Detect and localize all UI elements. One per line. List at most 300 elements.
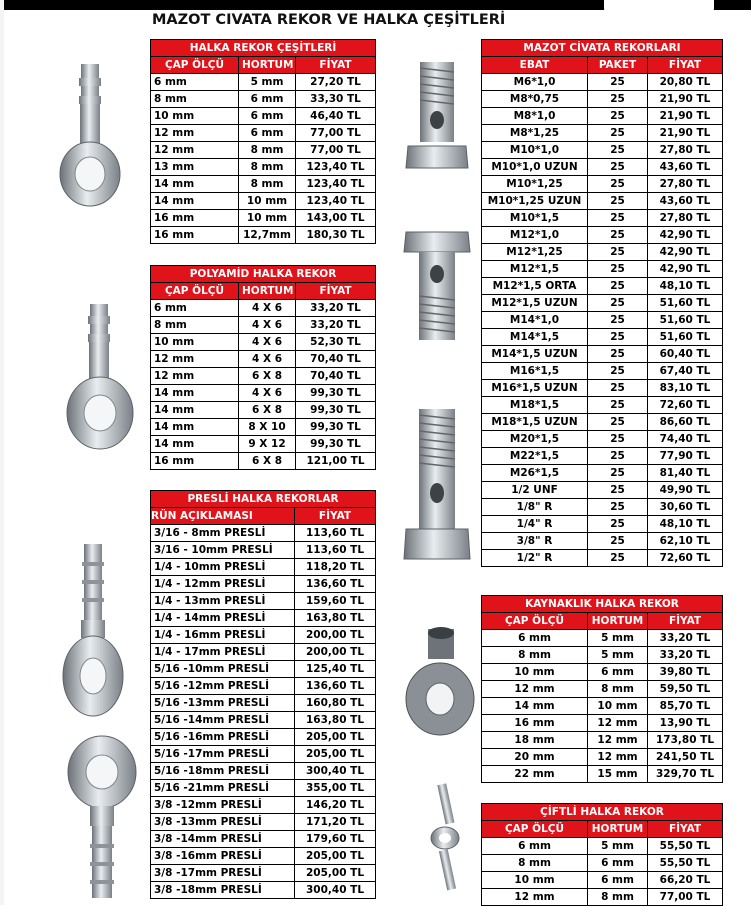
table-cell: 12 mm <box>151 368 239 385</box>
table-cell: 160,80 TL <box>295 695 376 712</box>
table-cell: 25 <box>588 465 648 482</box>
table-row <box>151 351 376 368</box>
column-header: ÇAP ÖLÇÜ <box>482 821 588 838</box>
header-row <box>482 57 723 74</box>
table-cell: 205,00 TL <box>295 865 376 882</box>
table-cell: 159,60 TL <box>295 593 376 610</box>
table-cell: 25 <box>588 346 648 363</box>
table-cell: 27,80 TL <box>648 210 723 227</box>
table-cell: 25 <box>588 193 648 210</box>
table-cell: 77,00 TL <box>296 142 376 159</box>
table-cell: 180,30 TL <box>296 227 376 244</box>
header-row <box>482 613 723 630</box>
page-title: MAZOT CIVATA REKOR VE HALKA ÇEŞİTLERİ <box>152 12 506 28</box>
table-cell: 136,60 TL <box>295 678 376 695</box>
table-cell: 25 <box>588 244 648 261</box>
table-row <box>151 780 376 797</box>
table-row <box>151 882 376 899</box>
table-row <box>482 363 723 380</box>
table-cell: 18 mm <box>482 732 588 749</box>
table-cell: 22 mm <box>482 766 588 783</box>
table-cell: 10 mm <box>482 664 588 681</box>
table-cell: 25 <box>588 516 648 533</box>
table-cell: M10*1,0 <box>482 142 588 159</box>
table-cell: 46,40 TL <box>296 108 376 125</box>
table-row <box>482 312 723 329</box>
table-cell: 14 mm <box>482 698 588 715</box>
table-cell: M8*0,75 <box>482 91 588 108</box>
table-cell: 163,80 TL <box>295 610 376 627</box>
table-cell: M6*1,0 <box>482 74 588 91</box>
table-caption: PRESLİ HALKA REKORLAR <box>151 491 376 508</box>
table-cell: M12*1,5 <box>482 261 588 278</box>
table-cell: M20*1,5 <box>482 431 588 448</box>
table-row <box>151 193 376 210</box>
table-cell: 1/4 - 13mm PRESLİ <box>151 593 295 610</box>
table-cell: 205,00 TL <box>295 848 376 865</box>
table-cell: 8 mm <box>151 91 239 108</box>
table-row <box>151 334 376 351</box>
table-cell: 70,40 TL <box>296 368 376 385</box>
table-cell: 4 X 6 <box>239 385 296 402</box>
table-cell: 25 <box>588 533 648 550</box>
table-cell: 20,80 TL <box>648 74 723 91</box>
header-row <box>151 57 376 74</box>
table-cell: 300,40 TL <box>295 882 376 899</box>
table-cell: 205,00 TL <box>295 746 376 763</box>
table-row <box>482 698 723 715</box>
table-cell: 5 mm <box>588 630 648 647</box>
table-cell: 10 mm <box>239 193 296 210</box>
table-row <box>151 453 376 470</box>
table-cell: 43,60 TL <box>648 193 723 210</box>
pressed-fitting-image-2 <box>62 732 142 902</box>
table-cell: 113,60 TL <box>295 525 376 542</box>
table-row <box>482 227 723 244</box>
table-row <box>482 74 723 91</box>
table-row <box>151 227 376 244</box>
table-cell: 8 mm <box>151 317 239 334</box>
table-row <box>482 550 723 567</box>
table-cell: 12,7mm <box>239 227 296 244</box>
table-cell: 136,60 TL <box>295 576 376 593</box>
table-cell: 25 <box>588 363 648 380</box>
table-caption: POLYAMİD HALKA REKOR <box>151 266 376 283</box>
table-cell: 60,40 TL <box>648 346 723 363</box>
rows <box>482 74 723 567</box>
table-cell: 8 mm <box>239 176 296 193</box>
table-cell: 16 mm <box>482 715 588 732</box>
table-row <box>482 431 723 448</box>
table-cell: 51,60 TL <box>648 329 723 346</box>
table-cell: 12 mm <box>588 749 648 766</box>
column-header: HORTUM <box>239 57 296 74</box>
table-cell: 16 mm <box>151 453 239 470</box>
table-cell: 8 X 10 <box>239 419 296 436</box>
presli-halka-table <box>150 490 376 899</box>
table-cell: 83,10 TL <box>648 380 723 397</box>
column-header: FİYAT <box>296 57 376 74</box>
table-cell: M14*1,0 <box>482 312 588 329</box>
table-cell: 9 X 12 <box>239 436 296 453</box>
table-row <box>151 661 376 678</box>
column-header: RÜN AÇIKLAMASI <box>151 508 295 525</box>
table-row <box>151 797 376 814</box>
table-cell: 25 <box>588 431 648 448</box>
table-cell: 99,30 TL <box>296 419 376 436</box>
table-cell: 5/16 -13mm PRESLİ <box>151 695 295 712</box>
table-cell: 13,90 TL <box>648 715 723 732</box>
table-row <box>151 300 376 317</box>
table-cell: 27,80 TL <box>648 142 723 159</box>
table-cell: 14 mm <box>151 385 239 402</box>
ciftli-halka-table <box>481 803 723 906</box>
table-cell: 33,20 TL <box>296 300 376 317</box>
table-row <box>151 627 376 644</box>
table-cell: M16*1,5 UZUN <box>482 380 588 397</box>
mazot-civata-table <box>481 39 723 567</box>
rows <box>482 630 723 783</box>
table-cell: 8 mm <box>482 647 588 664</box>
table-cell: 81,40 TL <box>648 465 723 482</box>
table-cell: M18*1,5 <box>482 397 588 414</box>
header-row <box>151 283 376 300</box>
header-row <box>482 821 723 838</box>
table-row <box>482 872 723 889</box>
table-cell: 99,30 TL <box>296 436 376 453</box>
table-cell: 1/2" R <box>482 550 588 567</box>
table-cell: 52,30 TL <box>296 334 376 351</box>
table-cell: 77,00 TL <box>648 889 723 906</box>
table-cell: 99,30 TL <box>296 402 376 419</box>
table-cell: 6 mm <box>482 838 588 855</box>
table-cell: 8 mm <box>588 889 648 906</box>
table-row <box>151 542 376 559</box>
table-cell: 6 X 8 <box>239 453 296 470</box>
table-cell: 72,60 TL <box>648 397 723 414</box>
column-header: HORTUM <box>239 283 296 300</box>
table-cell: M12*1,0 <box>482 227 588 244</box>
table-cell: 48,10 TL <box>648 516 723 533</box>
table-cell: 25 <box>588 125 648 142</box>
table-cell: 12 mm <box>588 715 648 732</box>
table-row <box>151 746 376 763</box>
table-cell: 10 mm <box>151 108 239 125</box>
rows <box>151 74 376 244</box>
table-row <box>151 402 376 419</box>
table-cell: 42,90 TL <box>648 244 723 261</box>
table-cell: 25 <box>588 176 648 193</box>
pressed-fitting-image-1 <box>58 542 128 722</box>
table-cell: 66,20 TL <box>648 872 723 889</box>
table-cell: 70,40 TL <box>296 351 376 368</box>
table-cell: 4 X 6 <box>239 300 296 317</box>
left-edge <box>0 0 4 905</box>
table-cell: 33,20 TL <box>648 630 723 647</box>
table-cell: 25 <box>588 159 648 176</box>
banjo-bolt-image-2 <box>400 230 475 345</box>
column-header: ÇAP ÖLÇÜ <box>151 57 239 74</box>
column-header: FİYAT <box>648 613 723 630</box>
table-row <box>151 848 376 865</box>
table-row <box>151 317 376 334</box>
table-row <box>482 108 723 125</box>
table-row <box>482 142 723 159</box>
table-cell: 10 mm <box>482 872 588 889</box>
banjo-bolt-image-3 <box>400 405 475 565</box>
table-cell: 14 mm <box>151 402 239 419</box>
table-cell: 3/8 -16mm PRESLİ <box>151 848 295 865</box>
table-cell: 6 X 8 <box>239 368 296 385</box>
table-row <box>482 533 723 550</box>
table-cell: 25 <box>588 108 648 125</box>
kaynaklik-halka-table <box>481 595 723 783</box>
table-cell: 51,60 TL <box>648 312 723 329</box>
header-row <box>151 508 376 525</box>
table-cell: 171,20 TL <box>295 814 376 831</box>
table-row <box>151 865 376 882</box>
table-cell: 13 mm <box>151 159 239 176</box>
table-cell: 10 mm <box>239 210 296 227</box>
table-cell: 355,00 TL <box>295 780 376 797</box>
table-row <box>482 346 723 363</box>
table-row <box>482 414 723 431</box>
rows <box>151 300 376 470</box>
table-cell: 1/8" R <box>482 499 588 516</box>
halka-rekor-table <box>150 39 376 244</box>
table-cell: 67,40 TL <box>648 363 723 380</box>
table-cell: 163,80 TL <box>295 712 376 729</box>
table-cell: 3/16 - 8mm PRESLİ <box>151 525 295 542</box>
table-cell: 25 <box>588 550 648 567</box>
table-cell: M18*1,5 UZUN <box>482 414 588 431</box>
table-cell: 205,00 TL <box>295 729 376 746</box>
table-cell: 39,80 TL <box>648 664 723 681</box>
table-cell: 5 mm <box>588 647 648 664</box>
table-cell: 77,00 TL <box>296 125 376 142</box>
polyamid-fitting-image <box>60 300 145 455</box>
table-cell: M14*1,5 UZUN <box>482 346 588 363</box>
column-header: ÇAP ÖLÇÜ <box>482 613 588 630</box>
table-cell: 173,80 TL <box>648 732 723 749</box>
table-cell: 6 X 8 <box>239 402 296 419</box>
table-cell: 14 mm <box>151 176 239 193</box>
table-cell: 42,90 TL <box>648 227 723 244</box>
table-row <box>151 176 376 193</box>
table-cell: 15 mm <box>588 766 648 783</box>
table-cell: 123,40 TL <box>296 159 376 176</box>
column-header: FİYAT <box>648 57 723 74</box>
table-cell: 3/8 -17mm PRESLİ <box>151 865 295 882</box>
table-cell: 1/4 - 14mm PRESLİ <box>151 610 295 627</box>
table-row <box>482 664 723 681</box>
table-cell: 4 X 6 <box>239 334 296 351</box>
column-header: ÇAP ÖLÇÜ <box>151 283 239 300</box>
table-cell: M26*1,5 <box>482 465 588 482</box>
table-cell: 5 mm <box>239 74 296 91</box>
column-header: EBAT <box>482 57 588 74</box>
table-cell: 10 mm <box>588 698 648 715</box>
table-row <box>482 261 723 278</box>
table-cell: 5/16 -16mm PRESLİ <box>151 729 295 746</box>
table-row <box>482 278 723 295</box>
table-cell: 25 <box>588 482 648 499</box>
table-cell: 1/4 - 12mm PRESLİ <box>151 576 295 593</box>
table-cell: 21,90 TL <box>648 108 723 125</box>
table-cell: 300,40 TL <box>295 763 376 780</box>
column-header: HORTUM <box>588 613 648 630</box>
table-row <box>482 91 723 108</box>
table-cell: 1/2 UNF <box>482 482 588 499</box>
table-row <box>482 889 723 906</box>
table-cell: 25 <box>588 227 648 244</box>
table-cell: 5/16 -17mm PRESLİ <box>151 746 295 763</box>
table-cell: M10*1,25 <box>482 176 588 193</box>
table-cell: 72,60 TL <box>648 550 723 567</box>
table-row <box>151 763 376 780</box>
table-cell: 5/16 -14mm PRESLİ <box>151 712 295 729</box>
table-row <box>151 678 376 695</box>
table-row <box>151 125 376 142</box>
table-row <box>151 610 376 627</box>
table-cell: 121,00 TL <box>296 453 376 470</box>
table-cell: 55,50 TL <box>648 855 723 872</box>
table-cell: M12*1,25 <box>482 244 588 261</box>
table-cell: 42,90 TL <box>648 261 723 278</box>
table-row <box>151 576 376 593</box>
table-row <box>482 193 723 210</box>
table-cell: 27,80 TL <box>648 176 723 193</box>
table-cell: 5/16 -12mm PRESLİ <box>151 678 295 695</box>
table-cell: 33,20 TL <box>296 317 376 334</box>
table-row <box>151 210 376 227</box>
table-cell: 62,10 TL <box>648 533 723 550</box>
table-row <box>151 91 376 108</box>
table-cell: 48,10 TL <box>648 278 723 295</box>
table-row <box>151 368 376 385</box>
table-row <box>151 644 376 661</box>
table-cell: 6 mm <box>588 872 648 889</box>
table-cell: 33,30 TL <box>296 91 376 108</box>
table-row <box>151 593 376 610</box>
table-cell: 8 mm <box>239 159 296 176</box>
table-cell: 3/8 -14mm PRESLİ <box>151 831 295 848</box>
column-header: FİYAT <box>295 508 376 525</box>
column-header: FİYAT <box>296 283 376 300</box>
table-cell: 12 mm <box>151 351 239 368</box>
table-cell: 27,20 TL <box>296 74 376 91</box>
table-cell: M22*1,5 <box>482 448 588 465</box>
table-cell: 3/8" R <box>482 533 588 550</box>
table-row <box>482 380 723 397</box>
table-cell: 25 <box>588 499 648 516</box>
table-row <box>482 125 723 142</box>
rows <box>482 838 723 906</box>
table-cell: 14 mm <box>151 419 239 436</box>
table-cell: 6 mm <box>482 630 588 647</box>
table-row <box>482 244 723 261</box>
table-cell: M16*1,5 <box>482 363 588 380</box>
table-cell: 25 <box>588 74 648 91</box>
table-cell: 25 <box>588 397 648 414</box>
table-caption: KAYNAKLIK HALKA REKOR <box>482 596 723 613</box>
table-cell: M14*1,5 <box>482 329 588 346</box>
table-cell: 1/4 - 17mm PRESLİ <box>151 644 295 661</box>
table-row <box>482 295 723 312</box>
table-cell: 179,60 TL <box>295 831 376 848</box>
table-row <box>151 695 376 712</box>
table-cell: 125,40 TL <box>295 661 376 678</box>
table-cell: 113,60 TL <box>295 542 376 559</box>
table-cell: 8 mm <box>482 855 588 872</box>
table-cell: 123,40 TL <box>296 176 376 193</box>
table-cell: 14 mm <box>151 436 239 453</box>
table-cell: 200,00 TL <box>295 627 376 644</box>
table-cell: 25 <box>588 295 648 312</box>
table-cell: 25 <box>588 261 648 278</box>
table-cell: 241,50 TL <box>648 749 723 766</box>
table-cell: 143,00 TL <box>296 210 376 227</box>
banjo-bolt-image-1 <box>402 58 472 173</box>
table-row <box>482 630 723 647</box>
table-cell: 33,20 TL <box>648 647 723 664</box>
table-row <box>482 855 723 872</box>
table-cell: 10 mm <box>151 334 239 351</box>
table-cell: 77,90 TL <box>648 448 723 465</box>
banjo-fitting-image <box>55 62 125 212</box>
table-cell: 25 <box>588 91 648 108</box>
table-cell: 6 mm <box>588 855 648 872</box>
table-cell: 49,90 TL <box>648 482 723 499</box>
table-cell: 43,60 TL <box>648 159 723 176</box>
table-cell: 25 <box>588 448 648 465</box>
table-cell: 20 mm <box>482 749 588 766</box>
table-cell: 99,30 TL <box>296 385 376 402</box>
table-row <box>482 448 723 465</box>
table-cell: 6 mm <box>588 664 648 681</box>
table-row <box>151 108 376 125</box>
table-cell: 25 <box>588 312 648 329</box>
camera-notch <box>604 0 714 20</box>
table-row <box>151 74 376 91</box>
table-row <box>482 715 723 732</box>
table-cell: M12*1,5 UZUN <box>482 295 588 312</box>
table-cell: M8*1,25 <box>482 125 588 142</box>
table-cell: 6 mm <box>239 108 296 125</box>
table-cell: 6 mm <box>239 91 296 108</box>
table-cell: 6 mm <box>239 125 296 142</box>
table-cell: 4 X 6 <box>239 351 296 368</box>
column-header: FİYAT <box>648 821 723 838</box>
table-cell: 3/16 - 10mm PRESLİ <box>151 542 295 559</box>
table-cell: 5/16 -18mm PRESLİ <box>151 763 295 780</box>
table-row <box>482 397 723 414</box>
table-cell: 329,70 TL <box>648 766 723 783</box>
table-cell: 6 mm <box>151 74 239 91</box>
polyamid-halka-table <box>150 265 376 470</box>
table-cell: 1/4 - 16mm PRESLİ <box>151 627 295 644</box>
table-cell: 8 mm <box>588 681 648 698</box>
table-row <box>151 712 376 729</box>
table-cell: M10*1,5 <box>482 210 588 227</box>
table-cell: 59,50 TL <box>648 681 723 698</box>
table-cell: 12 mm <box>588 732 648 749</box>
table-caption: MAZOT CİVATA REKORLARI <box>482 40 723 57</box>
table-row <box>482 210 723 227</box>
table-cell: 8 mm <box>239 142 296 159</box>
table-cell: 21,90 TL <box>648 125 723 142</box>
table-cell: 25 <box>588 380 648 397</box>
